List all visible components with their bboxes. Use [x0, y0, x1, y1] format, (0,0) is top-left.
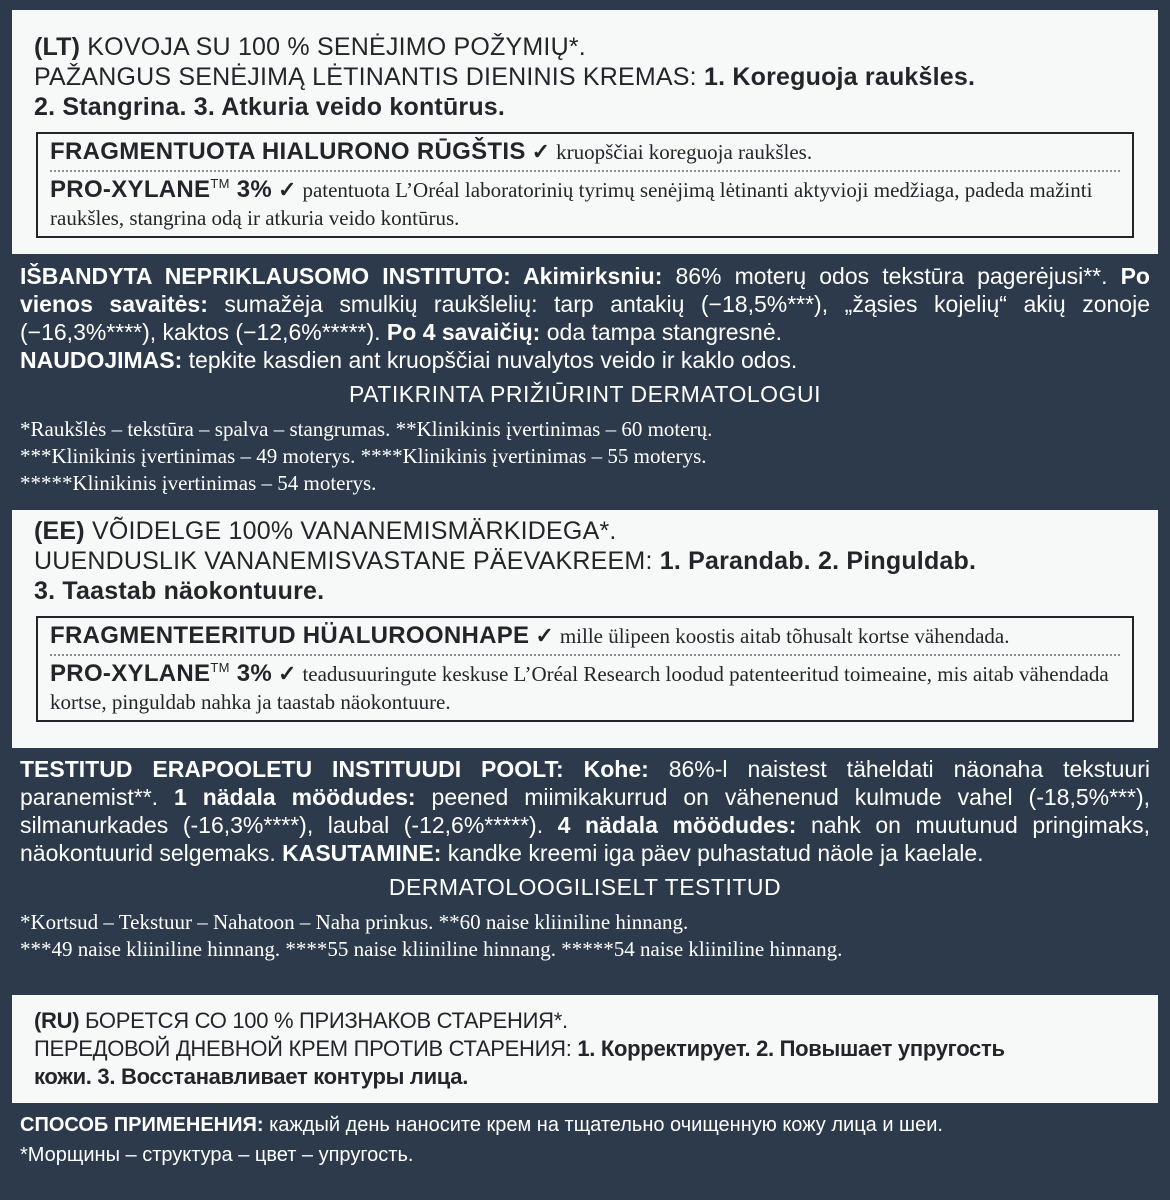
ee-week-text: peened miimikakurrud on vähenenud kulmude vahel (-18,5%***), silmanurkades (-16,3%****), laubal (-12,6%*****). [20, 784, 1150, 838]
ee-proxylane-name: PRO-XYLANE [50, 660, 211, 687]
lt-headline [34, 32, 1136, 122]
lt-test-results [20, 262, 1150, 374]
ru-headline-line2: ПЕРЕДОВОЙ ДНЕВНОЙ КРЕМ ПРОТИВ СТАРЕНИЯ: [34, 1036, 578, 1061]
ee-ingredient-proxylane [50, 654, 1120, 720]
lt-headline-claim1: 1. Koreguoja raukšles. [703, 63, 976, 91]
ru-lang-code: (RU) [34, 1008, 80, 1033]
ee-proxylane-pct: 3% [229, 660, 272, 687]
ru-usage [20, 1110, 1150, 1140]
ru-usage-label: СПОСОБ ПРИМЕНЕНИЯ: [20, 1114, 264, 1136]
trademark-mark: TM [210, 176, 230, 191]
lt-week4-label: Po 4 savaičių: [386, 319, 541, 345]
ru-header-panel [12, 995, 1158, 1103]
lt-derm-tested: PATIKRINTA PRIŽIŪRINT DERMATOLOGUI [349, 381, 821, 407]
lt-week4-text: oda tampa stangresnė. [540, 319, 783, 345]
ee-tested-text: 86%-l naistest täheldati näonaha tekstuuri paranemist**. [20, 756, 1150, 810]
ee-week4-text: nahk on muutunud pringimaks, näokontuurid selgemaks. [20, 812, 1150, 866]
ee-headline-claim2: 3. Taastab näokontuure. [34, 577, 325, 605]
ee-lang-code: (EE) [34, 517, 85, 545]
lt-ingredient2-desc: patentuota L’Oréal laboratorinių tyrimų senėjimą lėtinanti aktyvioji medžiaga, padeda mažinti raukšles, stangrina odą ir atkuria veido kontūrus. [50, 178, 1093, 230]
ee-derm-tested: DERMATOLOOGILISELT TESTITUD [388, 874, 782, 900]
ee-test-results [20, 755, 1150, 867]
checkmark-icon: ✓ [531, 139, 551, 164]
ee-ingredient1-title: FRAGMENTEERITUD HÜALUROONHAPE [50, 622, 530, 649]
lt-ingredient1-title: FRAGMENTUOTA HIALURONO RŪGŠTIS [50, 138, 526, 165]
lt-usage-text: tepkite kasdien ant kruopščiai nuvalytos veido ir kaklo odos. [182, 347, 798, 373]
ru-headline-claim1: 1. Корректирует. 2. Повышает упругость [577, 1036, 1005, 1061]
lt-ingredient-proxylane [50, 170, 1120, 236]
lt-proxylane-name: PRO-XYLANE [50, 176, 211, 203]
ee-tested-label: TESTITUD ERAPOOLETU INSTITUUDI POOLT: Kohe: [20, 756, 649, 782]
lt-lang-code: (LT) [34, 33, 81, 61]
ru-headline [34, 1007, 1136, 1091]
ru-headline-claim2: кожи. 3. Восстанавливает контуры лица. [34, 1064, 469, 1089]
lt-footnote-3: *****Klinikinis įvertinimas – 54 moterys. [20, 471, 377, 495]
trademark-mark: TM [210, 660, 230, 675]
ee-ingredient1-desc: mille ülipeen koostis aitab tõhusalt kortse vähendada. [559, 624, 1010, 648]
ee-headline-claim1: 1. Parandab. 2. Pinguldab. [659, 547, 977, 575]
lt-ingredients-box [36, 132, 1134, 238]
ee-header-panel [12, 510, 1158, 748]
ee-usage-text: kandke kreemi iga päev puhastatud näole ja kaelale. [441, 840, 984, 866]
ee-week-label: 1 nädala möödudes: [174, 784, 416, 810]
ee-body [20, 755, 1150, 963]
ee-ingredients-box [36, 616, 1134, 722]
lt-week-label: Po vienos savaitės: [20, 263, 1150, 317]
lt-ingredient-hyaluronic [50, 134, 1120, 170]
lt-usage-label: NAUDOJIMAS: [20, 347, 183, 373]
ru-usage-text: каждый день наносите крем на тщательно очищенную кожу лица и шеи. [263, 1114, 943, 1136]
ee-ingredient-hyaluronic [50, 618, 1120, 654]
ee-ingredient2-title [50, 660, 272, 687]
ee-headline-line2: UUENDUSLIK VANANEMISVASTANE PÄEVAKREEM: [34, 547, 660, 575]
lt-tested-text: 86% moterų odos tekstūra pagerėjusi**. [662, 263, 1121, 289]
lt-footnote-2: ***Klinikinis įvertinimas – 49 moterys. ****Klinikinis įvertinimas – 55 moterys. [20, 444, 707, 468]
ee-ingredient2-desc: teadusuuringute keskuse L’Oréal Research loodud patenteeritud toimeaine, mis aitab vähendada kortse, pinguldab nahka ja taastab näokontuure. [50, 662, 1109, 714]
ee-usage-label: KASUTAMINE: [282, 840, 442, 866]
lt-header-panel [12, 10, 1158, 254]
checkmark-icon: ✓ [278, 177, 297, 202]
ee-headline [34, 516, 1136, 606]
lt-headline-line2: PAŽANGUS SENĖJIMĄ LĖTINANTIS DIENINIS KREMAS: [34, 63, 704, 91]
lt-week-text: sumažėja smulkių raukšlelių: tarp antakių (−18,5%***), „žąsies kojelių“ akių zonoje (−16,3%****), kaktos (−12,6%*****). [20, 291, 1150, 345]
lt-body [20, 262, 1150, 497]
ru-body [20, 1110, 1150, 1170]
lt-footnote-1: *Raukšlės – tekstūra – spalva – stangrumas. **Klinikinis įvertinimas – 60 moterų. [20, 417, 713, 441]
ru-footnote-1: *Морщины – структура – цвет – упругость. [20, 1144, 414, 1166]
lt-ingredient2-title [50, 176, 272, 203]
ru-headline-line1: БОРЕТСЯ СО 100 % ПРИЗНАКОВ СТАРЕНИЯ*. [85, 1008, 568, 1033]
lt-ingredient1-desc: kruopščiai koreguoja raukšles. [556, 140, 813, 164]
lt-proxylane-pct: 3% [229, 176, 272, 203]
lt-headline-line1: KOVOJA SU 100 % SENĖJIMO POŽYMIŲ*. [87, 33, 586, 61]
lt-tested-label: IŠBANDYTA NEPRIKLAUSOMO INSTITUTO: Akimirksniu: [20, 263, 663, 289]
lt-headline-claim2: 2. Stangrina. 3. Atkuria veido kontūrus. [34, 93, 506, 121]
ee-week4-label: 4 nädala möödudes: [557, 812, 797, 838]
ee-footnote-2: ***49 naise kliiniline hinnang. ****55 naise kliiniline hinnang. *****54 naise kliiniline hinnang. [20, 937, 843, 961]
ee-footnote-1: *Kortsud – Tekstuur – Nahatoon – Naha prinkus. **60 naise kliiniline hinnang. [20, 910, 689, 934]
checkmark-icon: ✓ [535, 623, 554, 648]
ee-headline-line1: VÕIDELGE 100% VANANEMISMÄRKIDEGA*. [91, 517, 617, 545]
checkmark-icon: ✓ [278, 661, 297, 686]
